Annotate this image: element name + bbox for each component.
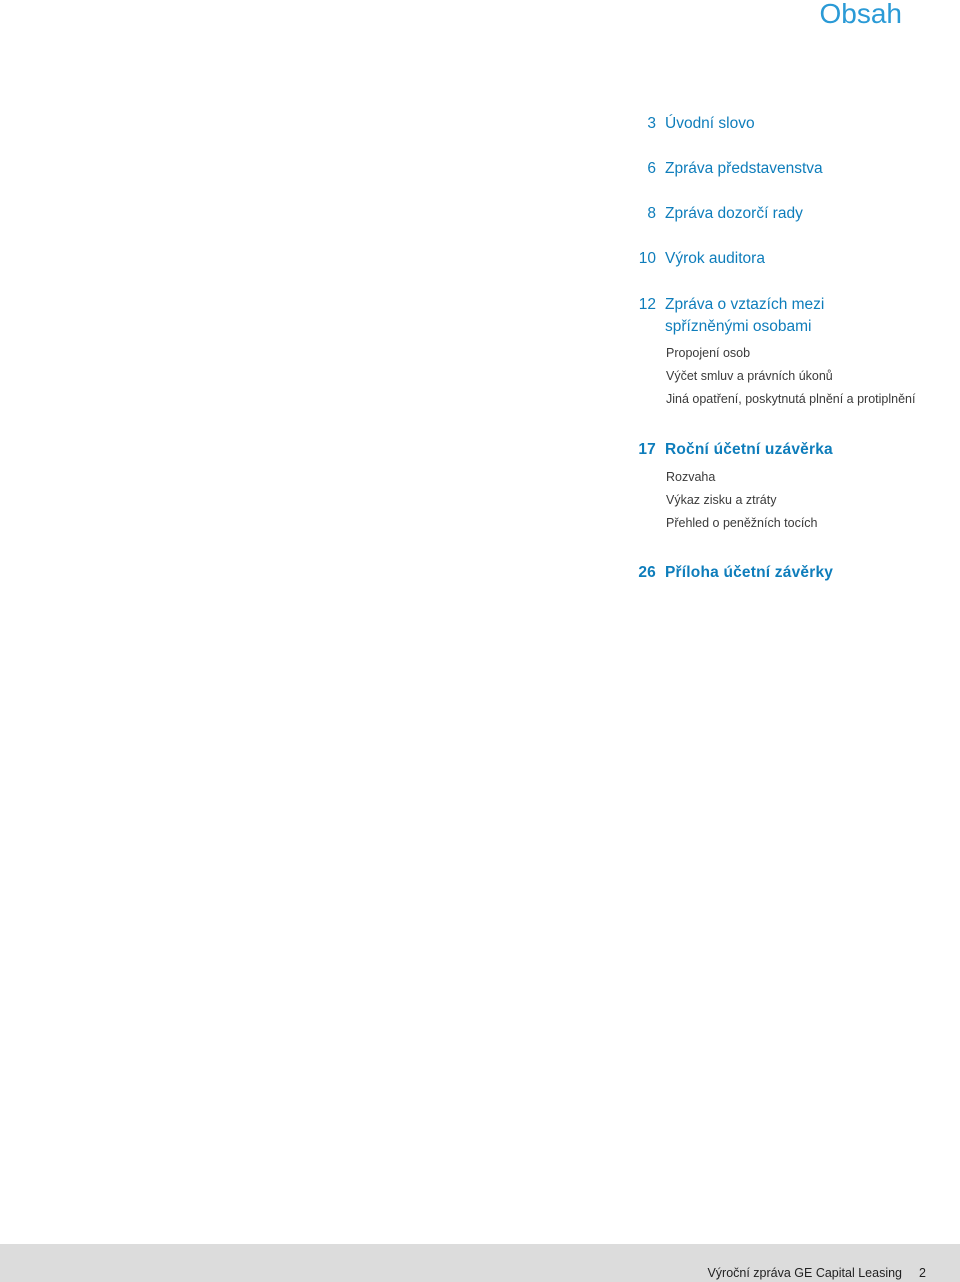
toc-heading-line2: spřízněnými osobami [665, 318, 812, 335]
toc-page-number: 3 [647, 115, 656, 132]
toc-subitem[interactable]: Jiná opatření, poskytnutá plnění a protiplnění [666, 392, 916, 406]
toc-heading: Výrok auditora [665, 250, 765, 267]
toc-heading: Roční účetní uzávěrka [665, 441, 833, 458]
toc-page-number: 10 [638, 250, 656, 267]
toc-page-number: 17 [638, 441, 656, 458]
toc-heading: Zpráva dozorčí rady [665, 205, 803, 222]
footer-page-number: 2 [919, 1266, 926, 1280]
toc-subitem[interactable]: Výčet smluv a právních úkonů [666, 369, 833, 383]
toc-heading: Úvodní slovo [665, 115, 755, 132]
toc-subitem[interactable]: Rozvaha [666, 470, 716, 484]
toc-heading-line1: Zpráva o vztazích mezi [665, 296, 825, 313]
page-title: Obsah [819, 0, 902, 29]
toc-page-number: 8 [647, 205, 656, 222]
toc-subitem[interactable]: Propojení osob [666, 346, 751, 360]
toc-page-number: 6 [647, 160, 656, 177]
footer-publication-title: Výroční zpráva GE Capital Leasing [707, 1266, 902, 1280]
toc-page-number: 26 [638, 564, 656, 581]
toc-subitem[interactable]: Výkaz zisku a ztráty [666, 493, 777, 507]
toc-subitem[interactable]: Přehled o peněžních tocích [666, 516, 818, 530]
toc-page-number: 12 [638, 296, 656, 313]
toc-heading: Příloha účetní závěrky [665, 564, 834, 581]
toc-heading: Zpráva představenstva [665, 160, 823, 177]
footer-bar [0, 1244, 960, 1282]
